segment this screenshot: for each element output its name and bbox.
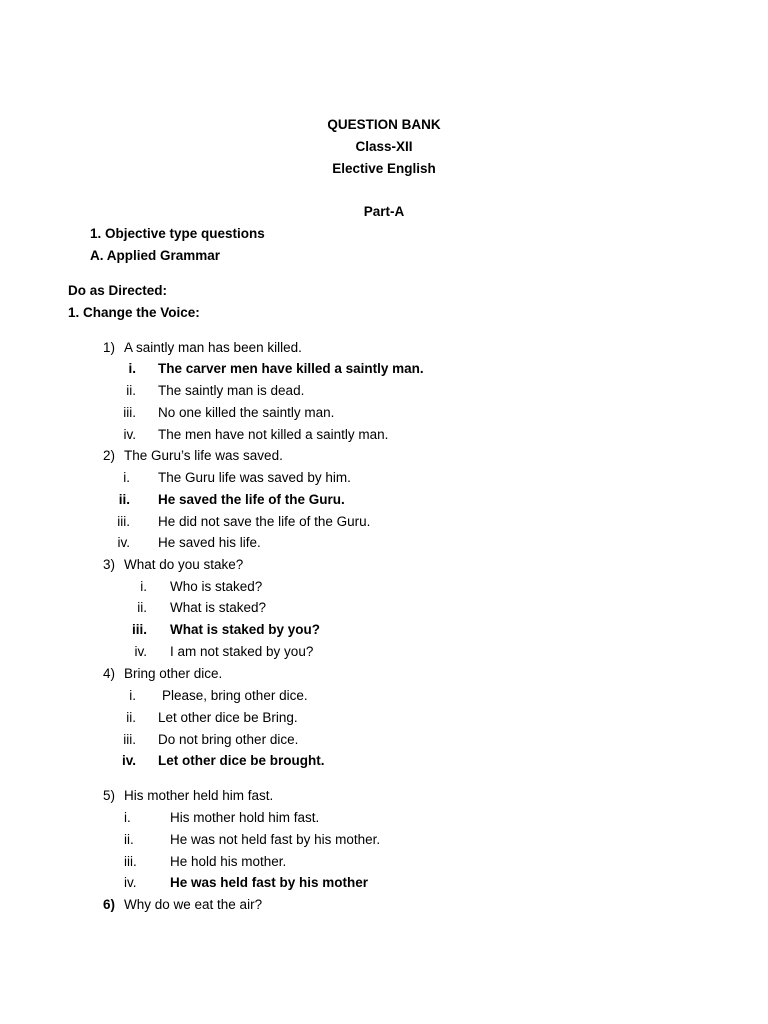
option-text-correct: He was held fast by his mother [170, 875, 369, 890]
option-number: i. [129, 688, 136, 703]
option-text: Let other dice be Bring. [158, 710, 298, 725]
option-number: iii. [123, 405, 136, 420]
question-number: 5) [102, 788, 115, 803]
question-text: What do you stake? [124, 557, 244, 572]
change-voice-heading: 1. Change the Voice: [68, 305, 200, 320]
option-number: ii. [137, 600, 147, 615]
option-number: iii. [131, 622, 147, 637]
option-number: i. [128, 361, 136, 376]
option-text: I am not staked by you? [170, 644, 314, 659]
option-number: iii. [124, 854, 137, 869]
option-text: What is staked? [170, 600, 267, 615]
option-text: Do not bring other dice. [158, 732, 299, 747]
option-number: i. [140, 579, 147, 594]
option-text-correct: What is staked by you? [170, 622, 321, 637]
question-text: The Guru’s life was saved. [124, 448, 283, 463]
option-text: The Guru life was saved by him. [158, 470, 351, 485]
part-label: Part-A [363, 204, 405, 219]
question-text: A saintly man has been killed. [124, 340, 302, 355]
option-text: His mother hold him fast. [170, 810, 320, 825]
option-text: Who is staked? [170, 579, 263, 594]
option-text: He was not held fast by his mother. [170, 832, 381, 847]
question-number: 4) [102, 666, 115, 681]
option-number: iv. [124, 875, 137, 890]
question-text: His mother held him fast. [124, 788, 274, 803]
option-text: He saved his life. [158, 535, 261, 550]
option-text-correct: The carver men have killed a saintly man. [158, 361, 424, 376]
directive-heading: Do as Directed: [68, 283, 168, 298]
question-number: 6) [102, 897, 115, 912]
option-number: iii. [123, 732, 136, 747]
class-label: Class-XII [355, 139, 413, 154]
question-number: 1) [102, 340, 115, 355]
question-number: 3) [102, 557, 115, 572]
option-number: iv. [134, 644, 147, 659]
option-text: He hold his mother. [170, 854, 287, 869]
option-number: ii. [118, 492, 130, 507]
grammar-heading: A. Applied Grammar [90, 248, 221, 263]
doc-title: QUESTION BANK [327, 117, 441, 132]
question-text: Bring other dice. [124, 666, 223, 681]
option-text: Please, bring other dice. [162, 688, 308, 703]
option-text-correct: He saved the life of the Guru. [158, 492, 345, 507]
option-number: iv. [121, 753, 136, 768]
option-text: The men have not killed a saintly man. [158, 427, 389, 442]
option-text: No one killed the saintly man. [158, 405, 335, 420]
option-number: ii. [124, 832, 134, 847]
option-text-correct: Let other dice be brought. [158, 753, 325, 768]
option-number: iv. [117, 535, 130, 550]
question-text: Why do we eat the air? [124, 897, 263, 912]
option-number: iii. [117, 514, 130, 529]
objective-heading: 1. Objective type questions [90, 226, 265, 241]
option-text: The saintly man is dead. [158, 383, 305, 398]
question-number: 2) [102, 448, 115, 463]
subject-label: Elective English [332, 161, 436, 176]
option-number: ii. [126, 383, 136, 398]
option-number: i. [123, 470, 130, 485]
option-text: He did not save the life of the Guru. [158, 514, 371, 529]
option-number: ii. [126, 710, 136, 725]
option-number: iv. [123, 427, 136, 442]
option-number: i. [124, 810, 131, 825]
